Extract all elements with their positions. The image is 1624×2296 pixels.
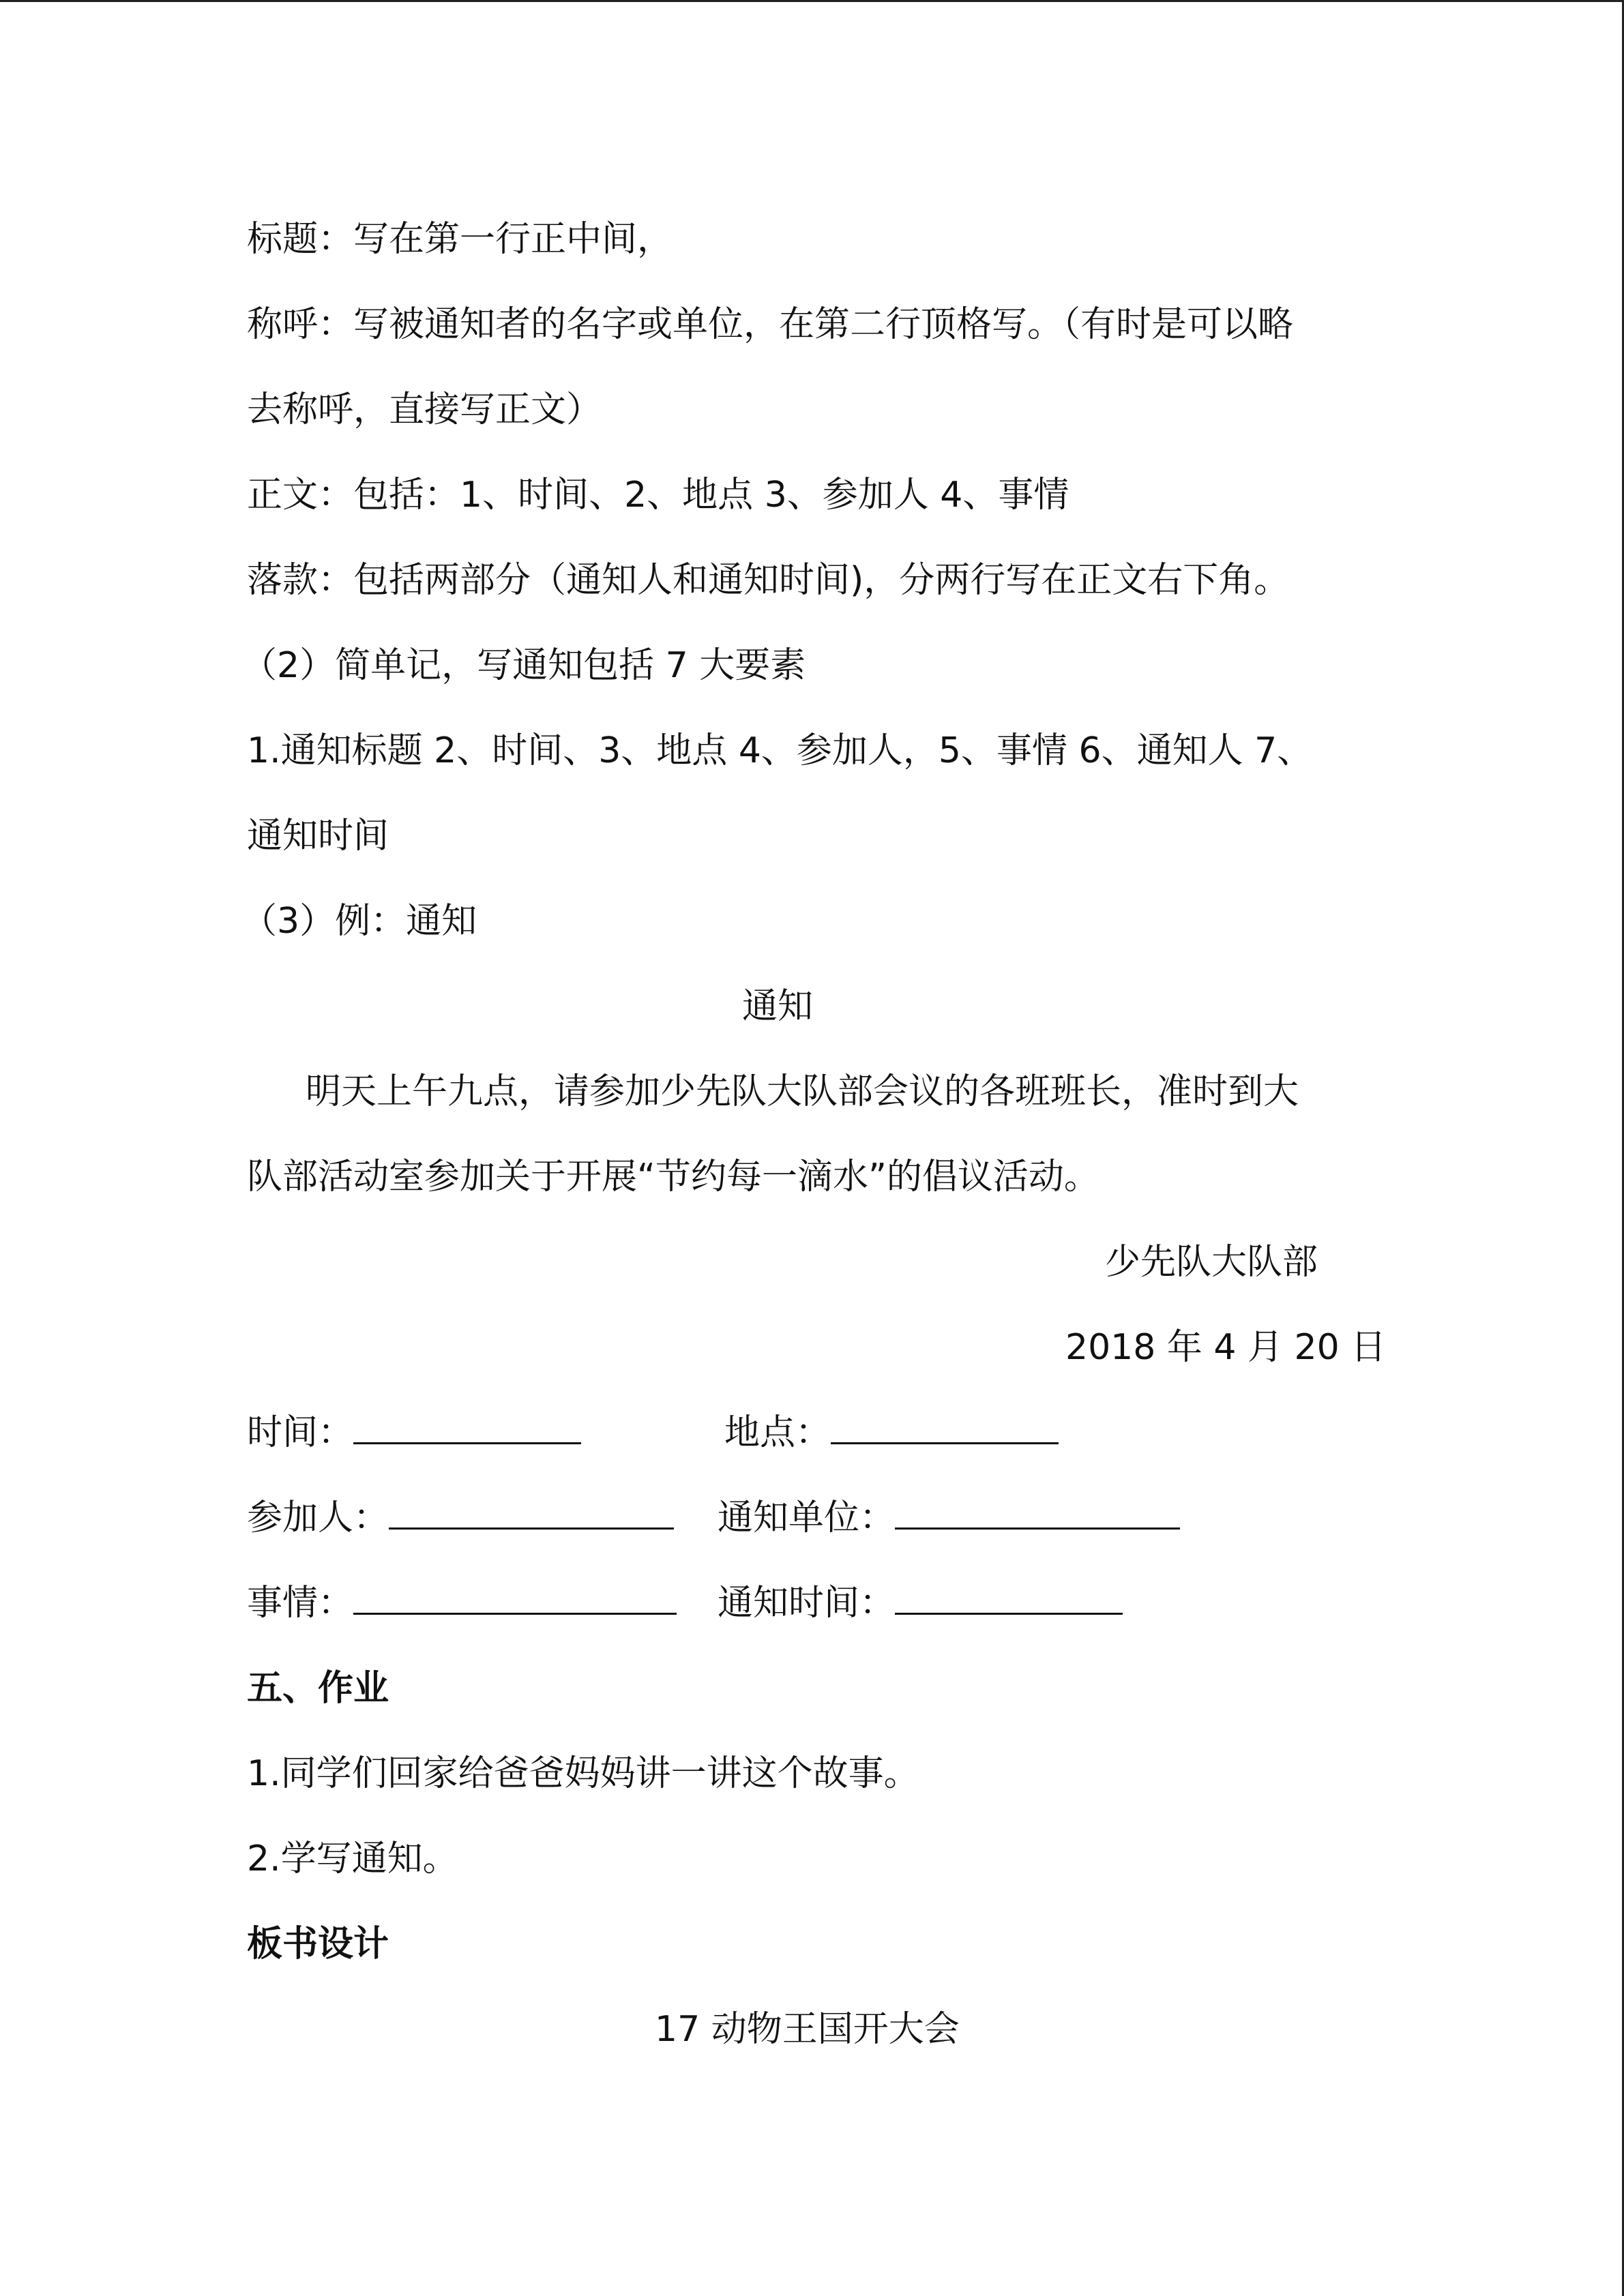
homework-item-2: 2.学写通知。 [247,1838,458,1879]
participants-label: 参加人： [247,1497,389,1538]
example-notice-body-cont: 队部活动室参加关于开展“节约每一滴水”的倡议活动。 [247,1157,1099,1197]
homework-heading: 五、作业 [247,1668,389,1709]
place-field[interactable] [724,1407,1059,1459]
participants-blank[interactable] [389,1492,674,1530]
line-salutation-rule-cont: 去称呼，直接写正文） [247,389,602,430]
line-elements-list: 1.通知标题 2、时间、3、地点 4、参加人，5、事情 6、通知人 7、 [247,730,1313,771]
line-body-rule: 正文：包括：1、时间、2、地点 3、参加人 4、事情 [247,475,1069,516]
notice-time-field[interactable] [718,1577,1123,1629]
page-top-border [0,0,1624,2]
matter-field[interactable] [247,1577,677,1629]
matter-blank[interactable] [353,1577,677,1615]
board-design-heading: 板书设计 [247,1924,389,1965]
unit-blank[interactable] [895,1492,1180,1530]
matter-label: 事情： [247,1583,354,1624]
example-notice-title: 通知 [742,986,814,1027]
notice-time-label: 通知时间： [718,1583,896,1624]
time-field[interactable] [247,1407,581,1459]
unit-field[interactable] [718,1492,1180,1544]
notice-time-blank[interactable] [895,1577,1123,1615]
unit-label: 通知单位： [718,1497,896,1538]
line-salutation-rule: 称呼：写被通知者的名字或单位，在第二行顶格写。（有时是可以略 [247,304,1294,345]
time-blank[interactable] [353,1407,581,1444]
line-seven-elements: （2）简单记，写通知包括 7 大要素 [241,645,806,686]
participants-field[interactable] [247,1492,674,1544]
example-notice-body: 明天上午九点，请参加少先队大队部会议的各班班长，准时到大 [306,1071,1299,1112]
example-notice-signer: 少先队大队部 [1105,1242,1318,1283]
time-label: 时间： [247,1412,354,1453]
line-example-heading: （3）例：通知 [241,901,477,942]
homework-item-1: 1.同学们回家给爸爸妈妈讲一讲这个故事。 [247,1753,919,1794]
line-elements-list-cont: 通知时间 [247,816,389,856]
place-blank[interactable] [831,1407,1059,1444]
line-signature-rule: 落款：包括两部分（通知人和通知时间)，分两行写在正文右下角。 [247,560,1290,601]
place-label: 地点： [724,1412,831,1453]
line-title-rule: 标题：写在第一行正中间， [247,219,673,260]
example-notice-date: 2018 年 4 月 20 日 [1065,1327,1387,1368]
board-design-title: 17 动物王国开大会 [655,2009,960,2050]
